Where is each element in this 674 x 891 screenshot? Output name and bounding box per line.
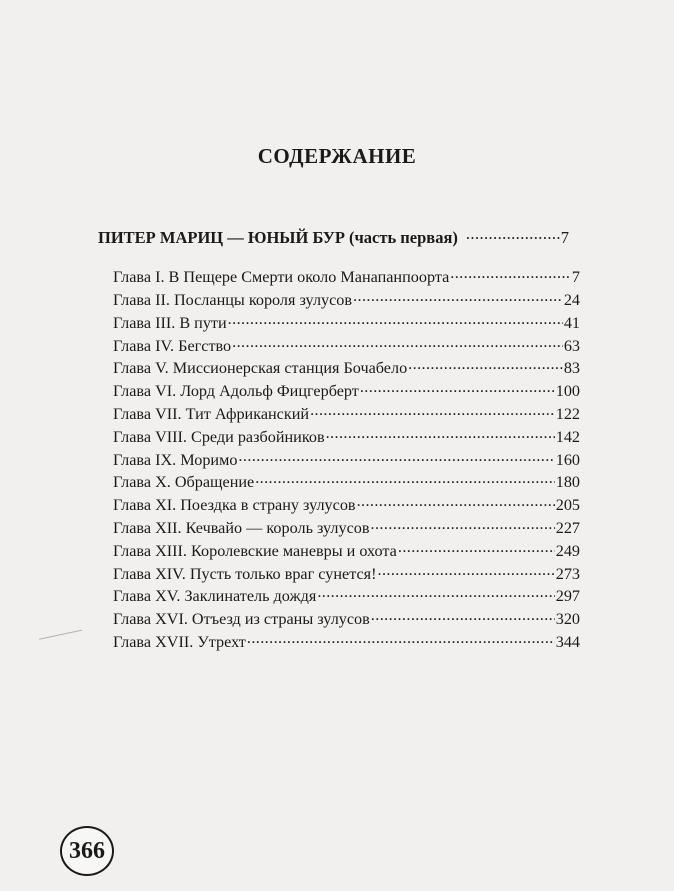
part-subtitle: (часть первая) (348, 227, 458, 247)
chapter-page-number: 249 (555, 541, 580, 560)
dot-leader (398, 540, 555, 556)
dot-leader (247, 631, 555, 647)
dot-leader (238, 448, 554, 464)
dot-leader (408, 357, 563, 373)
chapter-entry (113, 334, 580, 357)
dot-leader (371, 608, 555, 624)
chapter-list (113, 266, 580, 654)
dot-leader (255, 471, 555, 487)
chapter-page-number: 297 (555, 587, 580, 606)
chapter-entry (113, 357, 580, 380)
chapter-title: Глава XVI. Отъезд из страны зулусов (113, 610, 370, 629)
dot-leader (326, 426, 555, 442)
chapter-title: Глава I. В Пещере Смерти около Манапанпоорта (113, 268, 450, 287)
dot-leader (378, 562, 555, 578)
chapter-page-number: 83 (563, 359, 580, 378)
chapter-entry (113, 266, 580, 289)
contents-heading: СОДЕРЖАНИЕ (257, 144, 417, 168)
chapter-title: Глава VII. Тит Африканский (113, 404, 310, 423)
chapter-title: Глава IX. Моримо (113, 450, 238, 469)
chapter-title: Глава XI. Поездка в страну зулусов (113, 496, 356, 515)
dot-leader (466, 226, 560, 243)
chapter-page-number: 320 (555, 610, 580, 629)
dot-leader (360, 380, 555, 396)
chapter-page-number: 160 (555, 450, 580, 469)
chapter-page-number: 41 (563, 313, 580, 332)
chapter-entry (113, 426, 580, 449)
dot-leader (371, 517, 555, 533)
dot-leader (353, 289, 563, 305)
chapter-page-number: 7 (571, 268, 580, 287)
chapter-entry (113, 631, 580, 654)
part-page-number: 7 (560, 227, 569, 247)
chapter-entry (113, 403, 580, 426)
dot-leader (310, 403, 555, 419)
chapter-entry (113, 517, 580, 540)
part-title: ПИТЕР МАРИЦ — ЮНЫЙ БУР (98, 227, 345, 247)
chapter-entry (113, 448, 580, 471)
dot-leader (232, 334, 563, 350)
chapter-entry (113, 585, 580, 608)
chapter-page-number: 180 (555, 473, 580, 492)
chapter-entry (113, 494, 580, 517)
chapter-title: Глава VI. Лорд Адольф Фицгерберт (113, 382, 359, 401)
chapter-title: Глава V. Миссионерская станция Бочабело (113, 359, 408, 378)
chapter-title: Глава XII. Кечвайо — король зулусов (113, 518, 370, 537)
chapter-title: Глава III. В пути (113, 313, 227, 332)
chapter-page-number: 227 (555, 518, 580, 537)
chapter-page-number: 344 (555, 632, 580, 651)
chapter-title: Глава XVII. Утрехт (113, 632, 246, 651)
toc-part-entry (98, 226, 569, 248)
chapter-entry (113, 608, 580, 631)
chapter-title: Глава IV. Бегство (113, 336, 232, 355)
pen-mark (39, 630, 85, 654)
chapter-page-number: 142 (555, 427, 580, 446)
chapter-entry (113, 312, 580, 335)
dot-leader (317, 585, 554, 601)
dot-leader (228, 312, 563, 328)
chapter-page-number: 122 (555, 404, 580, 423)
chapter-title: Глава II. Посланцы короля зулусов (113, 290, 353, 309)
chapter-title: Глава XIII. Королевские маневры и охота (113, 541, 397, 560)
dot-leader (357, 494, 555, 510)
page-number-badge: 366 (60, 826, 114, 876)
chapter-page-number: 205 (555, 496, 580, 515)
chapter-entry (113, 289, 580, 312)
chapter-entry (113, 562, 580, 585)
chapter-page-number: 100 (555, 382, 580, 401)
dot-leader (450, 266, 571, 282)
chapter-title: Глава XIV. Пусть только враг сунется! (113, 564, 377, 583)
chapter-page-number: 273 (555, 564, 580, 583)
chapter-title: Глава XV. Заклинатель дождя (113, 587, 317, 606)
chapter-title: Глава VIII. Среди разбойников (113, 427, 325, 446)
chapter-page-number: 24 (563, 290, 580, 309)
chapter-entry (113, 540, 580, 563)
chapter-entry (113, 380, 580, 403)
chapter-title: Глава X. Обращение (113, 473, 255, 492)
chapter-page-number: 63 (563, 336, 580, 355)
chapter-entry (113, 471, 580, 494)
